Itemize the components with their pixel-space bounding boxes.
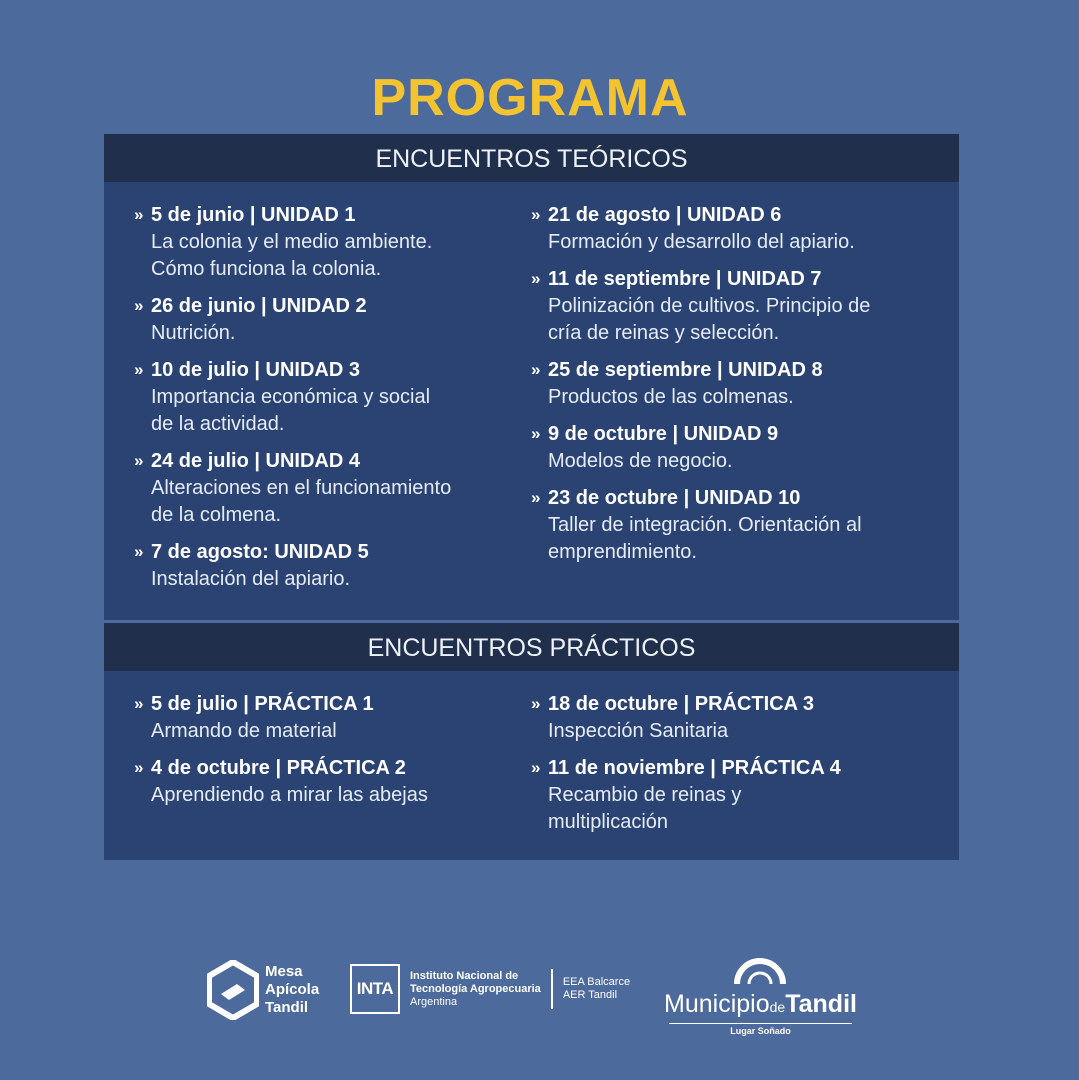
practicos-heading: ENCUENTROS PRÁCTICOS bbox=[104, 623, 959, 671]
program-item bbox=[134, 691, 531, 745]
program-item bbox=[531, 755, 931, 836]
mesa-line-1: Mesa bbox=[265, 963, 303, 980]
item-description: Importancia económica y social bbox=[151, 386, 431, 408]
item-date: 21 de agosto | UNIDAD 6 bbox=[548, 204, 782, 226]
item-date: 18 de octubre | PRÁCTICA 3 bbox=[548, 693, 815, 715]
bullet-marker: » bbox=[531, 205, 541, 224]
item-description: Alteraciones en el funcionamiento bbox=[151, 477, 452, 499]
mesa-line-2: Apícola bbox=[265, 981, 320, 998]
item-date: 7 de agosto: UNIDAD 5 bbox=[151, 541, 369, 563]
program-item bbox=[531, 357, 931, 411]
item-description: Formación y desarrollo del apiario. bbox=[548, 231, 855, 253]
program-item bbox=[134, 539, 531, 593]
program-item bbox=[531, 421, 931, 475]
bullet-marker: » bbox=[531, 694, 541, 713]
page-title: PROGRAMA bbox=[371, 69, 689, 127]
program-item bbox=[531, 485, 931, 566]
item-description: Instalación del apiario. bbox=[151, 568, 351, 590]
bullet-marker: » bbox=[531, 758, 541, 777]
teoricos-right-list bbox=[531, 202, 931, 603]
item-description: Nutrición. bbox=[151, 322, 236, 344]
item-description: La colonia y el medio ambiente. bbox=[151, 231, 433, 253]
inta-name-1: Instituto Nacional de bbox=[410, 969, 519, 982]
program-item bbox=[134, 448, 531, 529]
item-date: 23 de octubre | UNIDAD 10 bbox=[548, 487, 801, 509]
program-item bbox=[134, 357, 531, 438]
item-date: 26 de junio | UNIDAD 2 bbox=[151, 295, 367, 317]
program-item bbox=[531, 202, 931, 256]
teoricos-panel bbox=[104, 134, 959, 620]
footer-logos bbox=[0, 950, 1079, 1040]
muni-name-de: de bbox=[769, 999, 786, 1015]
item-description: Aprendiendo a mirar las abejas bbox=[151, 784, 428, 806]
item-date: 4 de octubre | PRÁCTICA 2 bbox=[151, 757, 406, 779]
inta-logo bbox=[350, 964, 630, 1014]
inta-name-3: Argentina bbox=[410, 995, 458, 1008]
practicos-right-list bbox=[531, 691, 931, 846]
inta-abbr: INTA bbox=[350, 964, 400, 1014]
mesa-line-3: Tandil bbox=[265, 999, 309, 1016]
muni-name-b: Tandil bbox=[785, 990, 857, 1018]
item-description: Taller de integración. Orientación al bbox=[548, 514, 862, 536]
item-date: 10 de julio | UNIDAD 3 bbox=[151, 359, 360, 381]
hexagon-icon bbox=[207, 960, 259, 1020]
practicos-left-list bbox=[134, 691, 531, 846]
inta-unit-2: AER Tandil bbox=[562, 989, 618, 1001]
arch-icon bbox=[733, 952, 787, 986]
teoricos-left-list bbox=[134, 202, 531, 603]
item-date: 5 de julio | PRÁCTICA 1 bbox=[151, 693, 374, 715]
item-date: 24 de julio | UNIDAD 4 bbox=[151, 450, 360, 472]
item-description: cría de reinas y selección. bbox=[548, 322, 780, 344]
practicos-panel bbox=[104, 623, 959, 860]
program-item bbox=[134, 202, 531, 283]
item-date: 9 de octubre | UNIDAD 9 bbox=[548, 423, 779, 445]
bullet-marker: » bbox=[134, 451, 144, 470]
item-description: multiplicación bbox=[548, 811, 669, 833]
item-date: 25 de septiembre | UNIDAD 8 bbox=[548, 359, 823, 381]
inta-name-2: Tecnología Agropecuaria bbox=[410, 982, 541, 995]
item-description: Cómo funciona la colonia. bbox=[151, 258, 382, 280]
bullet-marker: » bbox=[134, 758, 144, 777]
bullet-marker: » bbox=[531, 424, 541, 443]
bullet-marker: » bbox=[531, 488, 541, 507]
bullet-marker: » bbox=[134, 296, 144, 315]
inta-divider bbox=[551, 969, 553, 1009]
municipio-logo bbox=[663, 950, 858, 1036]
bullet-marker: » bbox=[531, 269, 541, 288]
item-description: Recambio de reinas y bbox=[548, 784, 742, 806]
item-description: Inspección Sanitaria bbox=[548, 720, 729, 742]
item-description: Modelos de negocio. bbox=[548, 450, 733, 472]
bullet-marker: » bbox=[134, 205, 144, 224]
item-description: Polinización de cultivos. Principio de bbox=[548, 295, 871, 317]
item-description: de la actividad. bbox=[151, 413, 285, 435]
muni-name-a: Municipio bbox=[664, 990, 770, 1018]
bullet-marker: » bbox=[134, 360, 144, 379]
teoricos-heading: ENCUENTROS TEÓRICOS bbox=[104, 134, 959, 182]
item-date: 11 de noviembre | PRÁCTICA 4 bbox=[548, 757, 841, 779]
program-item bbox=[134, 293, 531, 347]
bullet-marker: » bbox=[531, 360, 541, 379]
item-description: de la colmena. bbox=[151, 504, 282, 526]
program-item bbox=[134, 755, 531, 809]
program-item bbox=[531, 266, 931, 347]
item-description: Armando de material bbox=[151, 720, 337, 742]
item-description: emprendimiento. bbox=[548, 541, 697, 563]
item-description: Productos de las colmenas. bbox=[548, 386, 794, 408]
mesa-apicola-logo bbox=[207, 960, 319, 1020]
bullet-marker: » bbox=[134, 694, 144, 713]
item-date: 5 de junio | UNIDAD 1 bbox=[151, 204, 356, 226]
bullet-marker: » bbox=[134, 542, 144, 561]
inta-unit-1: EEA Balcarce bbox=[562, 976, 631, 988]
program-item bbox=[531, 691, 931, 745]
muni-slogan: Lugar Soñado bbox=[669, 1023, 852, 1036]
item-date: 11 de septiembre | UNIDAD 7 bbox=[548, 268, 822, 290]
